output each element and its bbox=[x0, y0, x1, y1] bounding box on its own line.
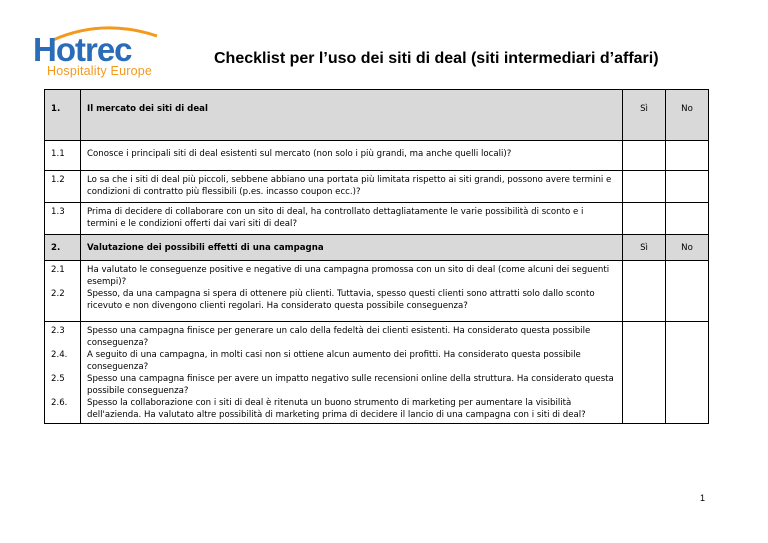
section-title: Il mercato dei siti di deal bbox=[81, 90, 623, 141]
item-number: 1.3 bbox=[45, 203, 81, 235]
yes-checkbox-cell[interactable] bbox=[623, 261, 666, 322]
item-numbers bbox=[45, 261, 81, 322]
yes-checkbox-cell[interactable] bbox=[623, 141, 666, 171]
section-number: 1. bbox=[45, 90, 81, 141]
yes-column-header: Sì bbox=[623, 235, 666, 261]
no-checkbox-cell[interactable] bbox=[666, 141, 709, 171]
page-number: 1 bbox=[700, 493, 706, 503]
yes-checkbox-cell[interactable] bbox=[623, 203, 666, 235]
checklist-row bbox=[45, 141, 709, 171]
item-question: Spesso una campagna finisce per generare un calo della fedeltà dei clienti esistenti. Ha considerato questa possibile conseguenza? bbox=[87, 326, 591, 348]
checklist-row bbox=[45, 203, 709, 235]
no-checkbox-cell[interactable] bbox=[666, 203, 709, 235]
item-number: 1.2 bbox=[45, 171, 81, 203]
item-number: 2.2 bbox=[51, 289, 65, 299]
item-numbers bbox=[45, 322, 81, 424]
item-number: 2.6. bbox=[51, 398, 68, 408]
section-header-1 bbox=[45, 90, 709, 141]
checklist-row-group bbox=[45, 261, 709, 322]
item-question: Conosce i principali siti di deal esistenti sul mercato (non solo i più grandi, ma anche quelli locali)? bbox=[81, 141, 623, 171]
section-number: 2. bbox=[45, 235, 81, 261]
no-checkbox-cell[interactable] bbox=[666, 261, 709, 322]
no-column-header: No bbox=[666, 235, 709, 261]
item-question: A seguito di una campagna, in molti casi non si ottiene alcun aumento dei profitti. Ha considerato questa possibile conseguenza? bbox=[87, 350, 581, 372]
logo-wordmark: Hotrec bbox=[33, 31, 132, 68]
checklist-row bbox=[45, 171, 709, 203]
item-question: Ha valutato le conseguenze positive e negative di una campagna promossa con un sito di deal (come alcuni dei seguenti esempi)? bbox=[87, 265, 610, 287]
document-title: Checklist per l’uso dei siti di deal (siti intermediari d’affari) bbox=[214, 50, 659, 67]
section-header-2 bbox=[45, 235, 709, 261]
yes-checkbox-cell[interactable] bbox=[623, 322, 666, 424]
item-question: Spesso, da una campagna si spera di ottenere più clienti. Tuttavia, spesso questi clienti sono attratti solo dallo sconto ricevuto e non divengono clienti regolari. Ha considerato questa possibile conseguenza? bbox=[87, 289, 595, 311]
checklist-row-group bbox=[45, 322, 709, 424]
no-checkbox-cell[interactable] bbox=[666, 322, 709, 424]
item-number: 2.5 bbox=[51, 374, 65, 384]
item-questions bbox=[81, 322, 623, 424]
item-question: Spesso la collaborazione con i siti di deal è ritenuta un buono strumento di marketing per aumentare la visibilità dell'azienda. Ha valutato altre possibilità di marketing prima di decidere il lancio di una campagna con i siti di deal? bbox=[87, 398, 586, 420]
item-number: 2.4. bbox=[51, 350, 68, 360]
item-question: Lo sa che i siti di deal più piccoli, sebbene abbiano una portata più limitata rispetto ai siti grandi, possono avere termini e condizioni di contratto più flessibili (p.es. incasso coupon ecc.)? bbox=[81, 171, 623, 203]
item-question: Spesso una campagna finisce per avere un impatto negativo sulle recensioni online della struttura. Ha considerato questa possibile conseguenza? bbox=[87, 374, 614, 396]
logo-tagline: Hospitality Europe bbox=[47, 64, 153, 78]
item-number: 2.1 bbox=[51, 265, 65, 275]
no-checkbox-cell[interactable] bbox=[666, 171, 709, 203]
item-question: Prima di decidere di collaborare con un sito di deal, ha controllato dettagliatamente le varie possibilità di sconto e i termini e le condizioni offerti dai vari siti di deal? bbox=[81, 203, 623, 235]
item-number: 2.3 bbox=[51, 326, 65, 336]
item-questions bbox=[81, 261, 623, 322]
section-title: Valutazione dei possibili effetti di una campagna bbox=[81, 235, 623, 261]
checklist-table bbox=[44, 89, 709, 424]
item-number: 1.1 bbox=[45, 141, 81, 171]
no-column-header: No bbox=[666, 90, 709, 141]
hotrec-logo bbox=[33, 24, 163, 80]
yes-column-header: Sì bbox=[623, 90, 666, 141]
yes-checkbox-cell[interactable] bbox=[623, 171, 666, 203]
